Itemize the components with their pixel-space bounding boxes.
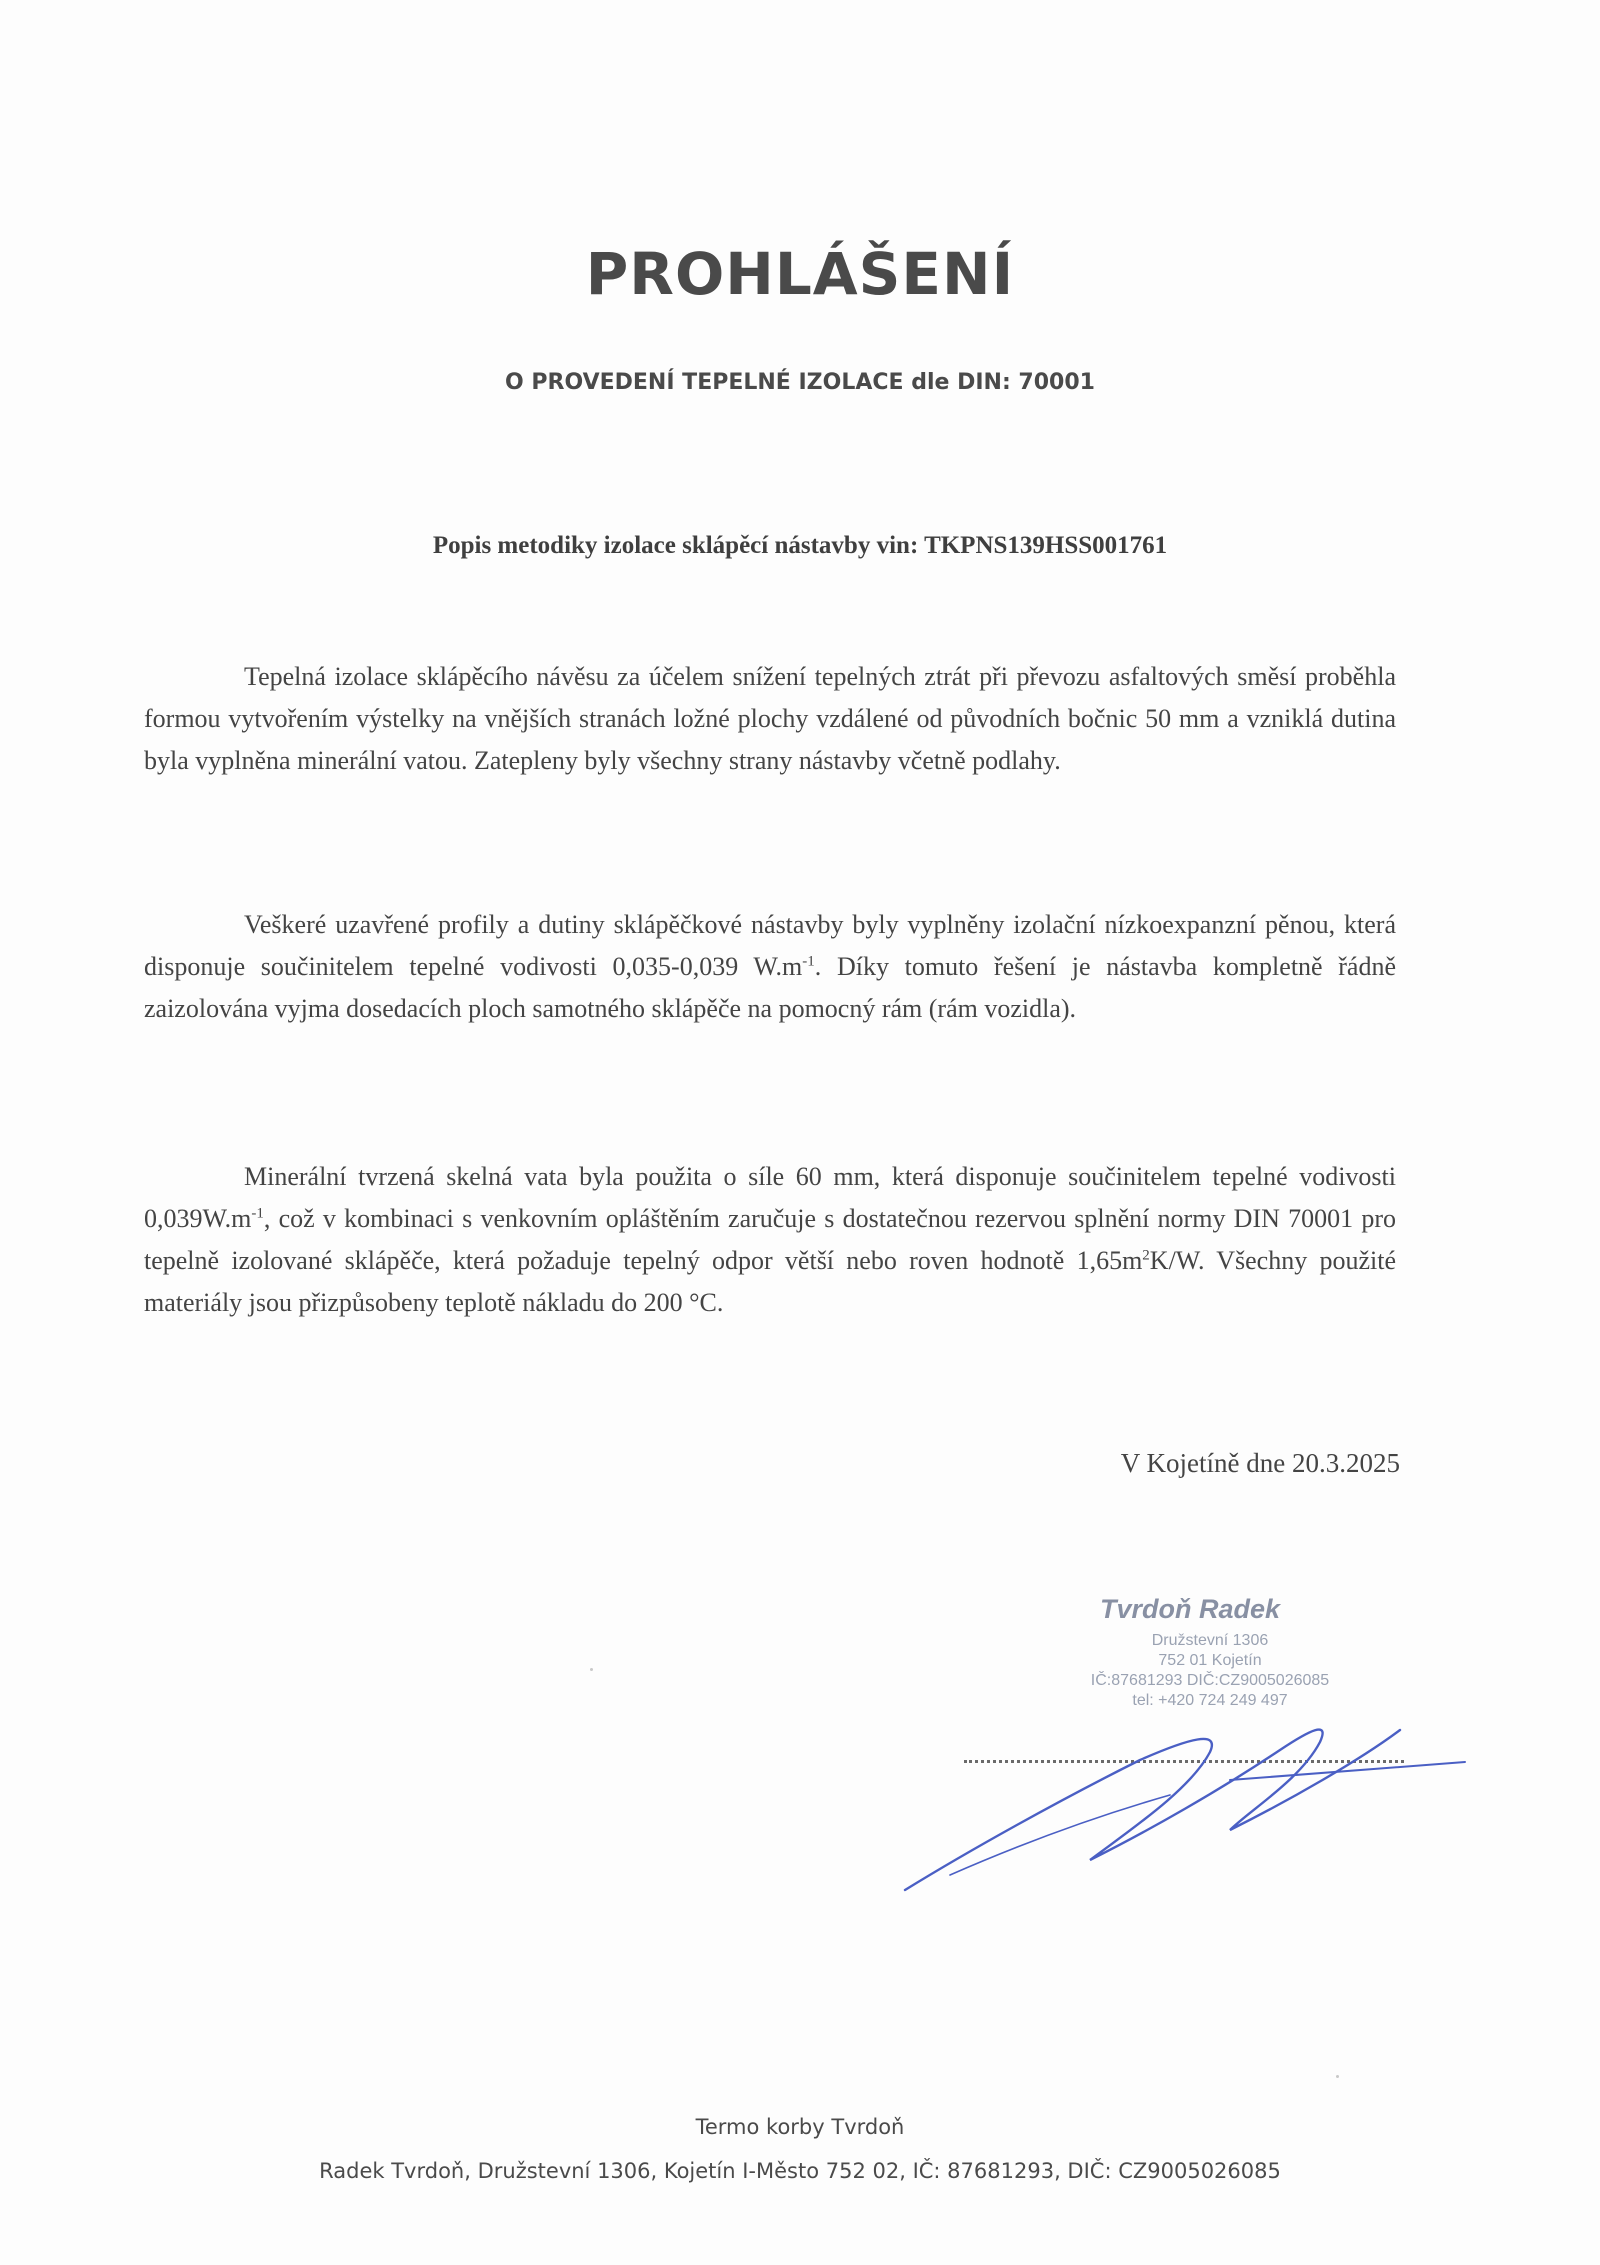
stamp-phone: tel: +420 724 249 497 — [1132, 1692, 1288, 1709]
paragraph-wool-text-b: , což v kombinaci s venkovním opláštěním zaručuje s dostatečnou rezervou splnění normy DIN 70001 pro tepelně izolované sklápěče, která požaduje tepelný odpor větší nebo roven hodnotě 1,65m — [144, 1204, 1396, 1275]
unit-exponent: 2 — [1142, 1247, 1150, 1264]
paragraph-insulation-lining: Tepelná izolace sklápěcího návěsu za účelem snížení tepelných ztrát při převozu asfaltových směsí proběhla formou vytvořením výstelky na vnějších stranách ložné plochy vzdálené od původních bočnic 50 mm a vzniklá dutina byla vyplněna minerální vatou. Zatepleny byly všechny strany nástavby včetně podlahy. — [144, 662, 1396, 775]
stamp-ids: IČ:87681293 DIČ:CZ9005026085 — [1090, 1672, 1330, 1689]
stamp-name: Tvrdoň Radek — [1100, 1594, 1281, 1624]
paragraph-mineral-wool — [144, 1156, 1396, 1324]
handwritten-signature — [890, 1690, 1470, 1900]
scan-speck — [590, 1668, 593, 1671]
place-and-date: V Kojetíně dne 20.3.2025 — [1120, 1448, 1400, 1478]
method-heading: Popis metodiky izolace sklápěcí nástavby vin: TKPNS139HSS001761 — [432, 532, 1168, 559]
paragraph-wool-text-c: K/W. Všechny použité materiály jsou přizpůsobeny teplotě nákladu do 200 °C. — [144, 1246, 1396, 1317]
stamp-city: 752 01 Kojetín — [1158, 1652, 1262, 1669]
paragraph-foam-text-b: . Díky tomuto řešení je nástavba kompletně řádně zaizolována vyjma dosedacích ploch samotného sklápěče na pomocný rám (rám vozidla). — [144, 952, 1396, 1023]
document-footer — [0, 2105, 1600, 2193]
paragraph-foam-text-a: Veškeré uzavřené profily a dutiny sklápěčkové nástavby byly vyplněny izolační nízkoexpanzní pěnou, která disponuje součinitelem tepelné vodivosti 0,035-0,039 W.m — [144, 910, 1396, 981]
paragraph-wool-text-a: Minerální tvrzená skelná vata byla použita o síle 60 mm, která disponuje součinitelem tepelné vodivosti 0,039W.m — [144, 1162, 1396, 1233]
unit-exponent: -1 — [802, 953, 815, 970]
scan-speck — [1336, 2075, 1339, 2078]
footer-company: Termo korby Tvrdoň — [695, 2115, 905, 2139]
paragraph-foam-profiles — [144, 904, 1396, 1030]
stamp-street: Družstevní 1306 — [1151, 1632, 1269, 1649]
signature-stroke-main — [905, 1730, 1400, 1890]
footer-address: Radek Tvrdoň, Družstevní 1306, Kojetín I-Město 752 02, IČ: 87681293, DIČ: CZ9005026085 — [319, 2159, 1281, 2183]
document-subtitle: O PROVEDENÍ TEPELNÉ IZOLACE dle DIN: 70001 — [505, 370, 1095, 395]
document-title: PROHLÁŠENÍ — [585, 240, 1015, 308]
unit-exponent: -1 — [251, 1205, 264, 1222]
